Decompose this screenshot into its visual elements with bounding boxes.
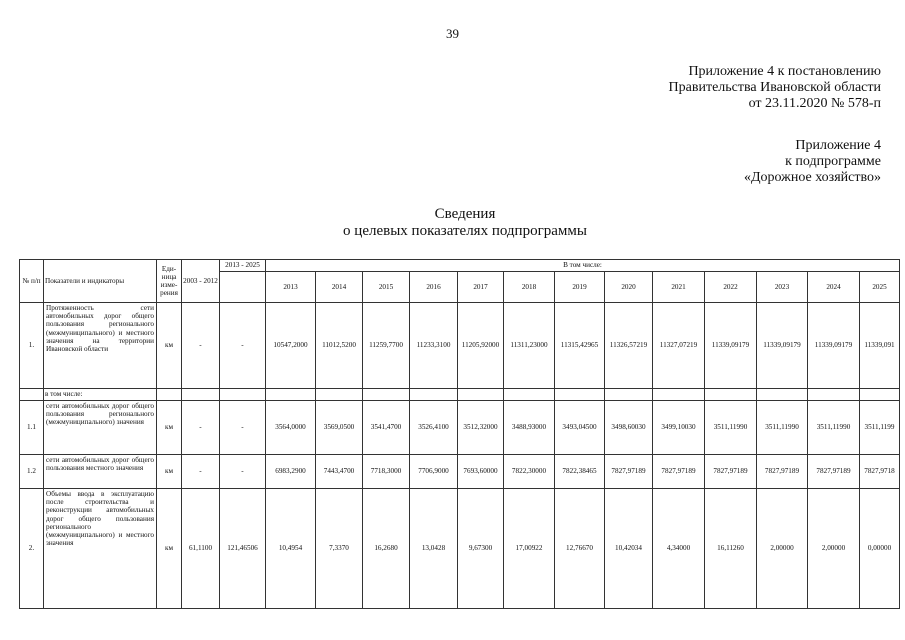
appendix-line: к подпрограмме (785, 154, 881, 169)
table-row (20, 389, 900, 401)
row-value: 3541,4700 (363, 401, 410, 455)
row-value: 16,2680 (363, 489, 410, 609)
row-name: сети автомобильных дорог общего пользования местного значения (44, 455, 157, 489)
row-name: Протяженность сети автомобильных дорог общего пользования регионального (межмуниципального) и местного значения на территории Ивановской области (44, 303, 157, 389)
row-unit: км (157, 303, 182, 389)
row-unit: км (157, 455, 182, 489)
page-number: 39 (446, 26, 459, 41)
row-value: 7827,97189 (605, 455, 653, 489)
appendix-line: Правительства Ивановской области (668, 80, 881, 95)
table-row (20, 489, 900, 609)
row-2003-2012: - (182, 401, 220, 455)
row-2013-2025: - (220, 401, 266, 455)
header-row (20, 260, 900, 272)
appendix-line: Приложение 4 (795, 138, 881, 153)
row-unit: км (157, 489, 182, 609)
row-value: 10,42034 (605, 489, 653, 609)
empty-cell (605, 389, 653, 401)
year-header: 2017 (458, 272, 504, 303)
row-value: 3498,60030 (605, 401, 653, 455)
row-value: 11339,09179 (757, 303, 808, 389)
row-value: 2,00000 (808, 489, 860, 609)
row-value: 10547,2000 (266, 303, 316, 389)
row-value: 7,3370 (316, 489, 363, 609)
row-2013-2025: - (220, 303, 266, 389)
header-2013-2025: 2013 - 2025 (220, 260, 266, 272)
year-header: 2013 (266, 272, 316, 303)
appendix-resolution (669, 64, 881, 112)
empty-cell (157, 389, 182, 401)
empty-cell (653, 389, 705, 401)
row-value: 7443,4700 (316, 455, 363, 489)
row-2003-2012: 61,1100 (182, 489, 220, 609)
title-line: о целевых показателях подпрограммы (343, 223, 587, 239)
row-value: 7827,97189 (757, 455, 808, 489)
row-value: 11327,07219 (653, 303, 705, 389)
year-header: 2025 (860, 272, 900, 303)
document-title (0, 206, 905, 240)
row-value: 11233,3100 (410, 303, 458, 389)
row-value: 7822,30000 (504, 455, 555, 489)
row-name: сети автомобильных дорог общего пользования регионального (межмуниципального) значения (44, 401, 157, 455)
row-value: 3493,04500 (555, 401, 605, 455)
row-num: 1. (20, 303, 44, 389)
row-value: 3488,93000 (504, 401, 555, 455)
row-2013-2025: - (220, 455, 266, 489)
year-header: 2021 (653, 272, 705, 303)
row-num (20, 389, 44, 401)
row-value: 7693,60000 (458, 455, 504, 489)
table-row (20, 303, 900, 389)
empty-cell (757, 389, 808, 401)
table-row (20, 455, 900, 489)
row-value: 7822,38465 (555, 455, 605, 489)
row-2003-2012: - (182, 303, 220, 389)
table-row (20, 401, 900, 455)
row-value: 4,34000 (653, 489, 705, 609)
row-value: 9,67300 (458, 489, 504, 609)
empty-cell (410, 389, 458, 401)
row-2003-2012: - (182, 455, 220, 489)
row-value: 7827,97189 (808, 455, 860, 489)
row-value: 7827,97189 (653, 455, 705, 489)
empty-cell (458, 389, 504, 401)
row-name: Объемы ввода в эксплуатацию после строительства и реконструкции автомобильных дорог общего пользования регионального (межмуниципального) и местного значения (44, 489, 157, 609)
appendix-subprogram (744, 138, 881, 186)
row-value: 0,00000 (860, 489, 900, 609)
empty-cell (705, 389, 757, 401)
row-value: 3512,32000 (458, 401, 504, 455)
row-value: 7718,3000 (363, 455, 410, 489)
row-value: 6983,2900 (266, 455, 316, 489)
row-value: 7827,97189 (705, 455, 757, 489)
row-value: 3526,4100 (410, 401, 458, 455)
header-2003-2012: 2003 - 2012 (182, 260, 220, 303)
row-value: 16,11260 (705, 489, 757, 609)
empty-cell (504, 389, 555, 401)
empty-cell (220, 389, 266, 401)
header-empty (220, 272, 266, 303)
row-value: 3511,11990 (757, 401, 808, 455)
empty-cell (266, 389, 316, 401)
empty-cell (182, 389, 220, 401)
year-header: 2022 (705, 272, 757, 303)
row-num: 1.1 (20, 401, 44, 455)
year-header: 2015 (363, 272, 410, 303)
row-value: 11259,7700 (363, 303, 410, 389)
header-unit: Еди-ница изме-рения (157, 260, 182, 303)
row-value: 11311,23000 (504, 303, 555, 389)
appendix-line: от 23.11.2020 № 578-п (748, 96, 881, 111)
year-header: 2020 (605, 272, 653, 303)
row-num: 1.2 (20, 455, 44, 489)
row-value: 11205,92000 (458, 303, 504, 389)
row-value: 11339,09179 (705, 303, 757, 389)
header-including: В том числе: (266, 260, 900, 272)
year-header: 2018 (504, 272, 555, 303)
row-unit: км (157, 401, 182, 455)
empty-cell (808, 389, 860, 401)
empty-cell (316, 389, 363, 401)
appendix-line: «Дорожное хозяйство» (743, 170, 881, 185)
year-header: 2023 (757, 272, 808, 303)
row-value: 3511,11990 (808, 401, 860, 455)
row-value: 12,76670 (555, 489, 605, 609)
row-value: 11326,57219 (605, 303, 653, 389)
year-header: 2016 (410, 272, 458, 303)
row-value: 11315,42965 (555, 303, 605, 389)
row-value: 10,4954 (266, 489, 316, 609)
title-line: Сведения (434, 206, 496, 222)
row-value: 11339,091 (860, 303, 900, 389)
empty-cell (860, 389, 900, 401)
row-value: 3564,0000 (266, 401, 316, 455)
empty-cell (555, 389, 605, 401)
year-header: 2019 (555, 272, 605, 303)
empty-cell (363, 389, 410, 401)
row-2013-2025: 121,46506 (220, 489, 266, 609)
row-value: 3511,11990 (705, 401, 757, 455)
row-including-label: в том числе: (44, 389, 157, 401)
indicators-table (19, 259, 900, 609)
year-header: 2024 (808, 272, 860, 303)
row-value: 7706,9000 (410, 455, 458, 489)
row-value: 17,00922 (504, 489, 555, 609)
header-num: № п/п (20, 260, 44, 303)
row-num: 2. (20, 489, 44, 609)
row-value: 13,0428 (410, 489, 458, 609)
year-header: 2014 (316, 272, 363, 303)
row-value: 2,00000 (757, 489, 808, 609)
row-value: 3569,0500 (316, 401, 363, 455)
row-value: 3499,10030 (653, 401, 705, 455)
appendix-line: Приложение 4 к постановлению (688, 64, 881, 79)
row-value: 3511,1199 (860, 401, 900, 455)
header-name: Показатели и индикаторы (44, 260, 157, 303)
row-value: 11339,09179 (808, 303, 860, 389)
row-value: 11012,5200 (316, 303, 363, 389)
row-value: 7827,9718 (860, 455, 900, 489)
